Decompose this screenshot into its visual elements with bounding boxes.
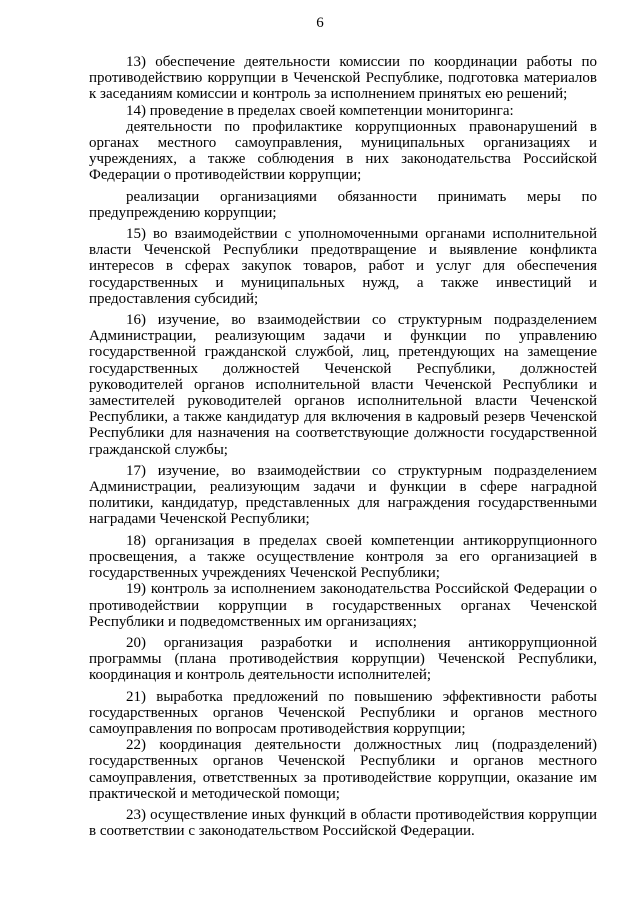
paragraph-item-16: 16) изучение, во взаимодействии со структурным подразделением Администрации, реализующим задачи и функции по управлению государственной гражданской службой, лиц, претендующих на замещение государственных должностей Чеченской Республики, должностей руководителей органов исполнительной власти Чеченской Республики и заместителей руководителей органов исполнительной власти Чеченской Республики, а также кандидатур для включения в кадровый резерв Чеченской Республики для назначения на соответствующие должности государственной гражданской службы; xyxy=(89,312,597,458)
paragraph-item-21: 21) выработка предложений по повышению эффективности работы государственных органов Чеченской Республики и органов местного самоуправления по вопросам противодействия коррупции; xyxy=(89,688,597,737)
document-body xyxy=(89,54,597,839)
paragraph-item-19: 19) контроль за исполнением законодательства Российской Федерации о противодействии коррупции в государственных органах Чеченской Республики и подведомственных им организациях; xyxy=(89,581,597,630)
paragraph-item-18: 18) организация в пределах своей компетенции антикоррупционного просвещения, а также осуществление контроля за его организацией в государственных учреждениях Чеченской Республики; xyxy=(89,532,597,582)
paragraph-item-14-monitoring-activities: деятельности по профилактике коррупционных правонарушений в органах местного самоуправления, муниципальных организациях и учреждениях, а также соблюдения в них законодательства Российской Федерации о противодействии коррупции; xyxy=(89,118,597,184)
paragraph-item-14: 14) проведение в пределах своей компетенции мониторинга: xyxy=(126,102,514,119)
page-number: 6 xyxy=(316,15,324,31)
paragraph-item-22: 22) координация деятельности должностных лиц (подразделений) государственных органов Чеченской Республики и органов местного самоуправления, ответственных за противодействие коррупции, оказание им практической и методической помощи; xyxy=(89,737,597,802)
paragraph-item-17: 17) изучение, во взаимодействии со структурным подразделением Администрации, реализующим задачи и функции в сфере наградной политики, кандидатур, представленных для награждения государственными наградами Чеченской Республики; xyxy=(89,462,597,528)
paragraph-item-13: 13) обеспечение деятельности комиссии по координации работы по противодействию коррупции в Чеченской Республике, подготовка материалов к заседаниям комиссии и контроль за исполнением принятых ею решений; xyxy=(89,54,597,103)
paragraph-item-20: 20) организация разработки и исполнения антикоррупционной программы (плана противодействия коррупции) Чеченской Республики, координация и контроль деятельности исполнителей; xyxy=(89,634,597,684)
paragraph-item-14-organizations-duty: реализации организациями обязанности принимать меры по предупреждению коррупции; xyxy=(89,188,597,221)
paragraph-item-23: 23) осуществление иных функций в области противодействия коррупции в соответствии с законодательством Российской Федерации. xyxy=(89,806,597,840)
paragraph-item-15: 15) во взаимодействии с уполномоченными органами исполнительной власти Чеченской Республики предотвращение и выявление конфликта интересов в сферах закупок товаров, работ и услуг для обеспечения государственных и муниципальных нужд, а также инвестиций и предоставления субсидий; xyxy=(89,226,597,307)
